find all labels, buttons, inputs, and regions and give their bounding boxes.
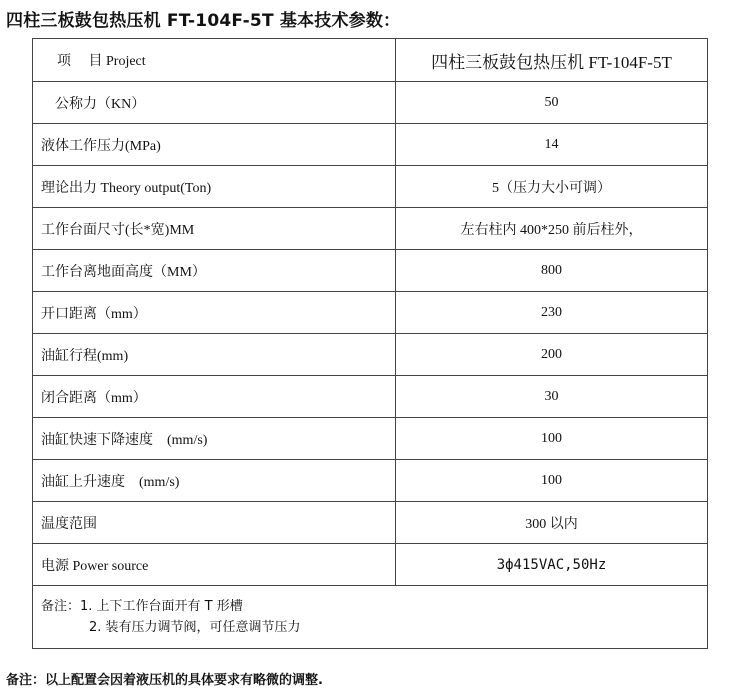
notes-row	[33, 586, 708, 649]
row-label: 油缸行程(mm)	[33, 334, 396, 376]
table-row	[33, 502, 708, 544]
spec-table	[32, 38, 708, 649]
row-value: 5（压力大小可调）	[396, 166, 708, 208]
table-row	[33, 460, 708, 502]
table-header-row	[33, 39, 708, 82]
row-value: 50	[396, 82, 708, 124]
row-label: 温度范围	[33, 502, 396, 544]
row-value: 100	[396, 460, 708, 502]
row-label: 开口距离（mm）	[33, 292, 396, 334]
table-row	[33, 292, 708, 334]
row-value: 14	[396, 124, 708, 166]
row-value: 3ф415VAC,50Hz	[396, 544, 708, 586]
row-label: 公称力（KN）	[33, 82, 396, 124]
header-value: 四柱三板鼓包热压机 FT-104F-5T	[396, 39, 708, 82]
table-row	[33, 544, 708, 586]
table-row	[33, 166, 708, 208]
row-value: 200	[396, 334, 708, 376]
row-label: 电源 Power source	[33, 544, 396, 586]
row-value: 30	[396, 376, 708, 418]
header-label: 项 目 Project	[33, 39, 396, 82]
table-row	[33, 376, 708, 418]
row-label: 闭合距离（mm）	[33, 376, 396, 418]
footer-note: 备注：以上配置会因着液压机的具体要求有略微的调整.	[6, 673, 323, 688]
row-label: 液体工作压力(MPa)	[33, 124, 396, 166]
table-row	[33, 334, 708, 376]
row-value: 左右柱内 400*250 前后柱外，	[396, 208, 708, 250]
row-label: 油缸上升速度 (mm/s)	[33, 460, 396, 502]
row-label: 理论出力 Theory output(Ton)	[33, 166, 396, 208]
note-line-2: 2. 装有压力调节阀，可任意调节压力	[89, 620, 301, 635]
table-row	[33, 250, 708, 292]
table-row	[33, 124, 708, 166]
row-label: 油缸快速下降速度 (mm/s)	[33, 418, 396, 460]
table-row	[33, 418, 708, 460]
row-label: 工作台离地面高度（MM）	[33, 250, 396, 292]
table-row	[33, 82, 708, 124]
row-value: 230	[396, 292, 708, 334]
row-value: 100	[396, 418, 708, 460]
table-row	[33, 208, 708, 250]
row-value: 800	[396, 250, 708, 292]
note-line-1: 备注：1. 上下工作台面开有 T 形槽	[41, 599, 243, 614]
row-value: 300 以内	[396, 502, 708, 544]
notes-cell	[33, 586, 708, 649]
row-label: 工作台面尺寸(长*宽)MM	[33, 208, 396, 250]
document-title: 四柱三板鼓包热压机 FT-104F-5T 基本技术参数：	[6, 11, 401, 31]
